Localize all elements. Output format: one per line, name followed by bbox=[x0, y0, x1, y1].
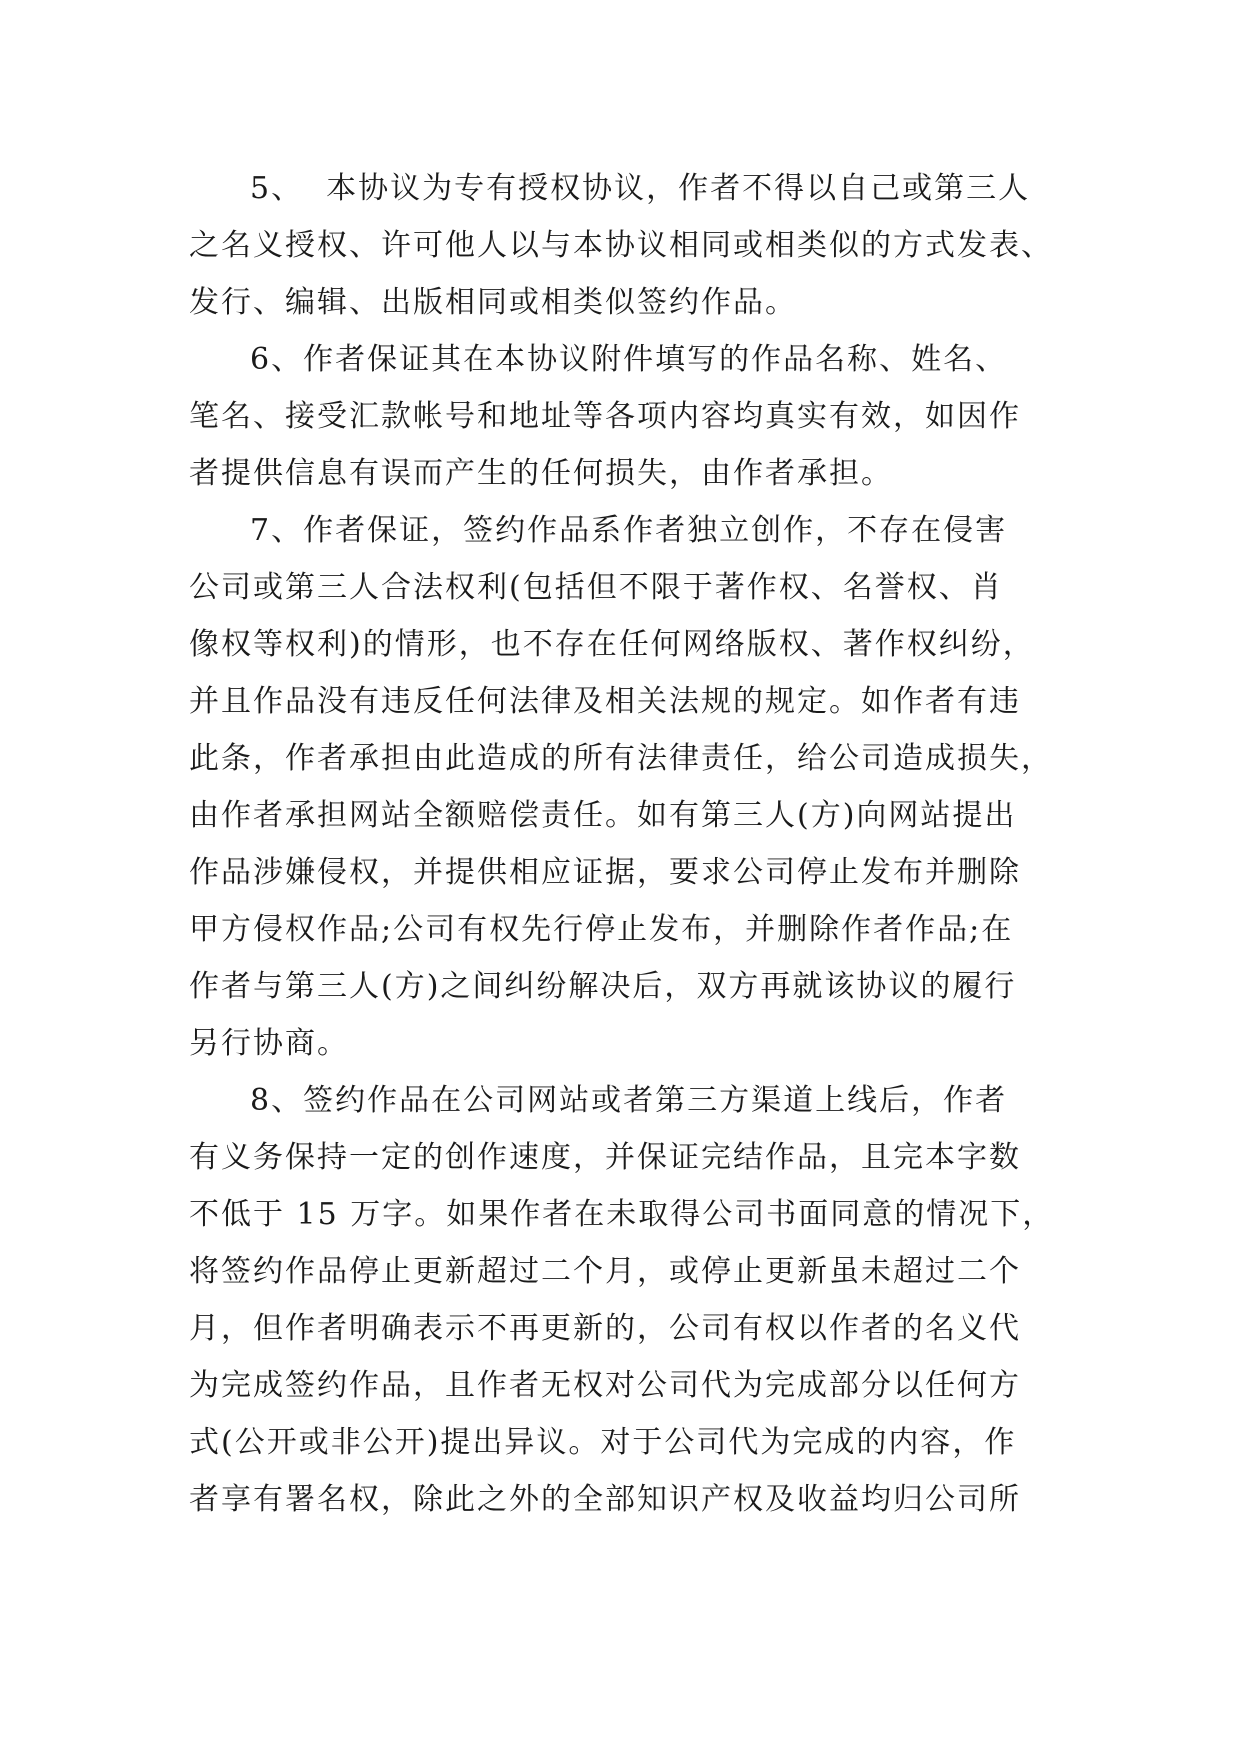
paragraph-7-line-7: 作品涉嫌侵权，并提供相应证据，要求公司停止发布并删除 bbox=[189, 855, 1021, 890]
paragraph-7-line-3: 像权等权利)的情形，也不存在任何网络版权、著作权纠纷， bbox=[189, 627, 1035, 662]
paragraph-7-line-6: 由作者承担网站全额赔偿责任。如有第三人(方)向网站提出 bbox=[189, 798, 1017, 833]
paragraph-7-line-4: 并且作品没有违反任何法律及相关法规的规定。如作者有违 bbox=[189, 684, 1021, 719]
paragraph-7-line-5: 此条，作者承担由此造成的所有法律责任，给公司造成损失， bbox=[189, 741, 1053, 776]
paragraph-8-line-2: 有义务保持一定的创作速度，并保证完结作品，且完本字数 bbox=[189, 1140, 1021, 1175]
paragraph-6-line-3: 者提供信息有误而产生的任何损失，由作者承担。 bbox=[189, 456, 893, 491]
paragraph-7-line-2: 公司或第三人合法权利(包括但不限于著作权、名誉权、肖 bbox=[189, 570, 1003, 605]
paragraph-5-line-2: 之名义授权、许可他人以与本协议相同或相类似的方式发表、 bbox=[189, 228, 1053, 263]
paragraph-8-line-8: 者享有署名权，除此之外的全部知识产权及收益均归公司所 bbox=[189, 1482, 1021, 1517]
paragraph-8-line-1: 8、签约作品在公司网站或者第三方渠道上线后，作者 bbox=[250, 1083, 1008, 1118]
paragraph-7-line-8: 甲方侵权作品;公司有权先行停止发布，并删除作者作品;在 bbox=[189, 912, 1014, 947]
paragraph-7-line-9: 作者与第三人(方)之间纠纷解决后，双方再就该协议的履行 bbox=[189, 969, 1017, 1004]
paragraph-8-line-4: 将签约作品停止更新超过二个月，或停止更新虽未超过二个 bbox=[189, 1254, 1021, 1289]
paragraph-8-line-7: 式(公开或非公开)提出异议。对于公司代为完成的内容，作 bbox=[189, 1425, 1017, 1460]
paragraph-8-line-5: 月，但作者明确表示不再更新的，公司有权以作者的名义代 bbox=[189, 1311, 1021, 1346]
paragraph-8-line-3: 不低于 15 万字。如果作者在未取得公司书面同意的情况下， bbox=[189, 1197, 1055, 1232]
paragraph-5-line-1: 5、 本协议为专有授权协议，作者不得以自己或第三人 bbox=[250, 171, 1031, 206]
paragraph-8-line-6: 为完成签约作品，且作者无权对公司代为完成部分以任何方 bbox=[189, 1368, 1021, 1403]
paragraph-7-line-10: 另行协商。 bbox=[189, 1026, 349, 1061]
paragraph-5-line-3: 发行、编辑、出版相同或相类似签约作品。 bbox=[189, 285, 797, 320]
paragraph-6-line-1: 6、作者保证其在本协议附件填写的作品名称、姓名、 bbox=[250, 342, 1008, 377]
paragraph-7-line-1: 7、作者保证，签约作品系作者独立创作，不存在侵害 bbox=[250, 513, 1008, 548]
paragraph-6-line-2: 笔名、接受汇款帐号和地址等各项内容均真实有效，如因作 bbox=[189, 399, 1021, 434]
